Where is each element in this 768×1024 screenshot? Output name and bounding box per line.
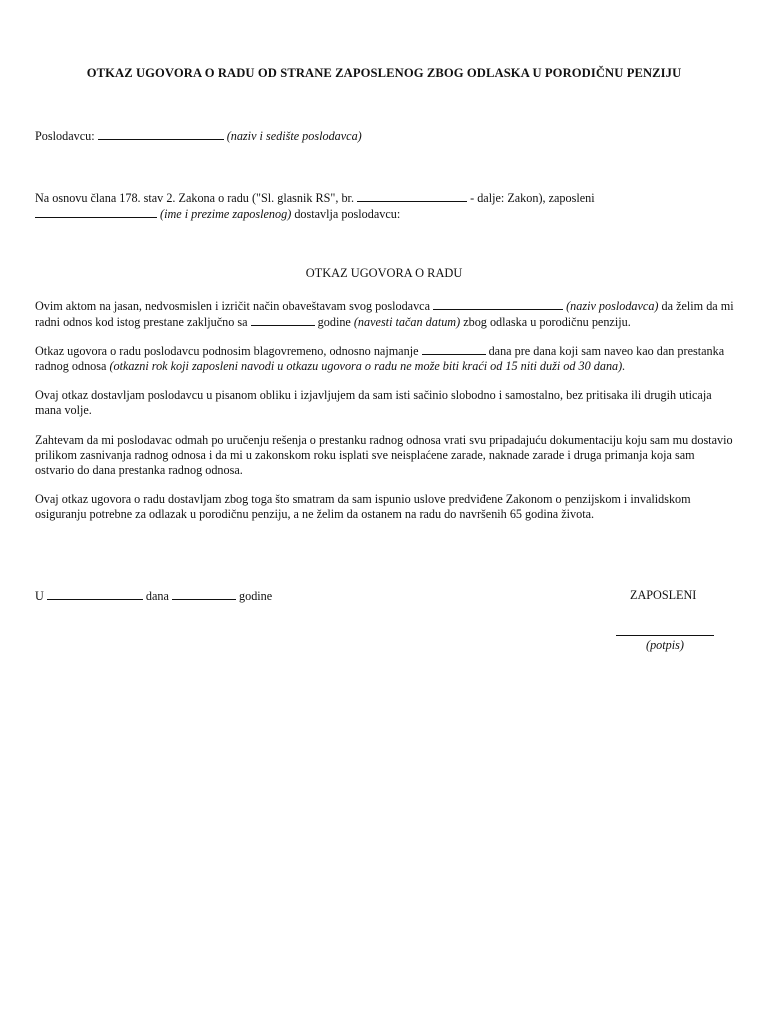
- intro-paragraph: [35, 190, 735, 222]
- p1-hint-1: (naziv poslodavca): [566, 299, 659, 313]
- place-blank: [47, 588, 143, 600]
- employer-line: [35, 128, 735, 144]
- notice-days-blank: [422, 343, 486, 355]
- p1-text-4: zbog odlaska u porodičnu penziju.: [463, 315, 631, 329]
- p2-text-1: Otkaz ugovora o radu poslodavcu podnosim blagovremeno, odnosno najmanje: [35, 344, 419, 358]
- intro-text-1: Na osnovu člana 178. stav 2. Zakona o radu ("Sl. glasnik RS", br.: [35, 191, 354, 205]
- p1-hint-2: (navesti tačan datum): [353, 315, 461, 329]
- signature-line: [616, 623, 714, 636]
- employer-name-blank: [433, 298, 563, 310]
- intro-hint: (ime i prezime zaposlenog): [160, 207, 292, 221]
- p2-hint: (otkazni rok koji zaposleni navodi u otkazu ugovora o radu ne može biti kraći od 15 niti duži od 30 dana).: [109, 359, 626, 373]
- intro-text-2: - dalje: Zakon), zaposleni: [470, 191, 595, 205]
- paragraph-5: Ovaj otkaz ugovora o radu dostavljam zbog toga što smatram da sam ispunio uslove predviđene Zakonom o penzijskom i invalidskom osiguranju potrebne za odlazak u porodičnu penziju, a ne želim da ostanem na radu do navršenih 65 godina života.: [35, 492, 691, 521]
- p1-text-2: da želim da mi radni odnos kod istog prestane zaključno sa: [35, 299, 734, 329]
- end-date-blank: [251, 314, 315, 326]
- signature-hint: (potpis): [646, 638, 684, 652]
- employer-label: Poslodavcu:: [35, 129, 95, 143]
- employer-hint: (naziv i sedište poslodavca): [226, 129, 362, 143]
- year-word: godine: [239, 589, 273, 603]
- gazette-number-blank: [357, 190, 467, 202]
- document-title: OTKAZ UGOVORA O RADU OD STRANE ZAPOSLENOG ZBOG ODLASKA U PORODIČNU PENZIJU: [86, 66, 682, 80]
- paragraph-1: [35, 298, 735, 330]
- p2-text-2: dana pre dana koji sam naveo kao dan prestanka radnog odnosa: [35, 344, 725, 373]
- place-date-line: [35, 588, 435, 604]
- date-blank: [172, 588, 236, 600]
- employee-name-blank: [35, 206, 157, 218]
- place-prefix: U: [35, 589, 44, 603]
- p1-text-1: Ovim aktom na jasan, nedvosmislen i izričit način obaveštavam svog poslodavca: [35, 299, 430, 313]
- employer-blank: [98, 128, 224, 140]
- employee-label: ZAPOSLENI: [630, 588, 697, 602]
- paragraph-2: [35, 343, 735, 374]
- paragraph-4: Zahtevam da mi poslodavac odmah po uručenju rešenja o prestanku radnog odnosa vrati svu pripadajuću dokumentaciju koju sam mu dostavio prilikom zasnivanja radnog odnosa i da mi u zakonskom roku isplati sve neisplaćene zarade, naknade zarade i druga primanja koja sam ostvario do dana prestanka radnog odnosa.: [35, 433, 733, 477]
- date-word: dana: [145, 589, 169, 603]
- section-heading: OTKAZ UGOVORA O RADU: [305, 266, 463, 280]
- intro-text-3: dostavlja poslodavcu:: [294, 207, 401, 221]
- paragraph-3: Ovaj otkaz dostavljam poslodavcu u pisanom obliku i izjavljujem da sam isti sačinio slobodno i samostalno, bez pritisaka ili drugih uticaja mana volje.: [35, 388, 712, 417]
- p1-text-3: godine: [317, 315, 351, 329]
